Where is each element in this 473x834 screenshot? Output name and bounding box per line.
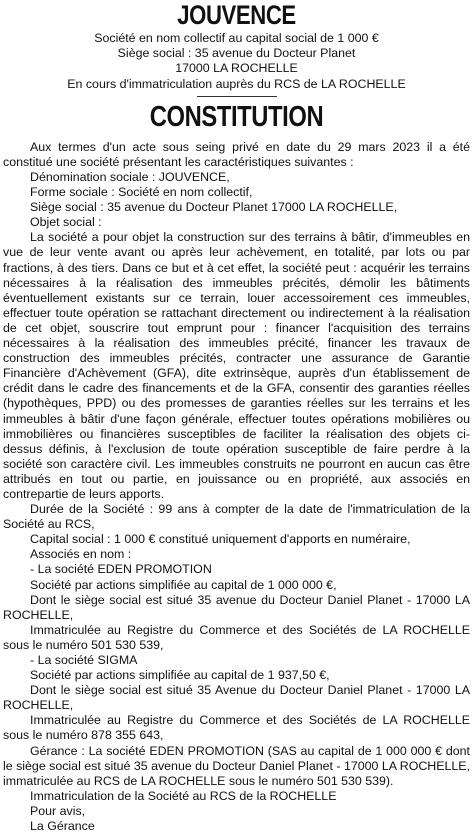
paragraph-objet: La société a pour objet la construction sur des terrains à bâtir, d'immeubles en vue de leur vente avant ou après leur achèvement, en totalité, par lots ou par fractions, à des tiers. Dans ce but et à cet effet, la société peut : acquérir les terrains nécessaires à la réalisation des immeubles précités, démolir les bâtiments éventuellement existants sur ce terrain, louer accessoirement ces immeubles, effectuer toute opération se rattachant directement ou indirectement à la réalisation de cet objet, souscrire tout emprunt pour : financer l'acquisition des terrains nécessaires à la réalisation des immeubles précité, financer les travaux de construction des immeubles précités, contracter une assurance de Garantie Financière d'Achèvement (GFA), dite extrinsèque, auprès d'un établissement de crédit dans le cadre des financements et de la GFA, consentir des garanties réelles (hypothèques, PPD) ou des promesses de garanties réelles sur les terrains et les immeubles à bâtir d'une façon générale, effectuer toutes opérations mobilières ou immobilières ou financières susceptibles de faciliter la réalisation des objets ci-dessus définis, à l'exclusion de toute opération susceptible de faire perdre à la société son caractère civil. Les immeubles construits ne pourront en aucun cas être attribués en tout ou partie, en jouissance ou en propriété, aux associés en contrepartie de leurs apports. xyxy=(3,230,470,501)
header-line-city: 17000 LA ROCHELLE xyxy=(175,61,298,76)
paragraph-pour-avis: Pour avis, xyxy=(30,803,86,818)
paragraph-gerance: Gérance : La société EDEN PROMOTION (SAS au capital de 1 000 000 € dont le siège social est situé 35 avenue du Docteur Daniel Planet - 17000 LA ROCHELLE, immatriculée au RCS de LA ROCHELLE sous le numéro 501 530 539). xyxy=(3,743,470,788)
paragraph-forme: Forme sociale : Société en nom collectif, xyxy=(30,185,253,200)
section-title: CONSTITUTION xyxy=(149,100,324,133)
paragraph-intro: Aux termes d'un acte sous seing privé en date du 29 mars 2023 il a été constitué une société présentant les caractéristiques suivantes : xyxy=(3,139,470,169)
header-line-registration: En cours d'immatriculation auprès du RCS de LA ROCHELLE xyxy=(67,76,406,91)
divider xyxy=(197,96,277,97)
paragraph-associe-2-siege: Dont le siège social est situé 35 Avenue du Docteur Daniel Planet - 17000 LA ROCHELLE, xyxy=(3,683,470,713)
notice-body xyxy=(3,140,470,834)
paragraph-associe-1-rcs: Immatriculée au Registre du Commerce et des Sociétés de LA ROCHELLE sous le numéro 501 530 539, xyxy=(3,622,470,652)
paragraph-siege: Siège social : 35 avenue du Docteur Planet 17000 LA ROCHELLE, xyxy=(30,200,398,215)
paragraph-associe-2-name: - La société SIGMA xyxy=(30,653,138,667)
paragraph-associe-1-form: Société par actions simplifiée au capital de 1 000 000 €, xyxy=(30,577,337,592)
header-line-address: Siège social : 35 avenue du Docteur Planet xyxy=(117,46,356,61)
header-line-capital: Société en nom collectif au capital social de 1 000 € xyxy=(94,31,379,45)
paragraph-associes: Associés en nom : xyxy=(30,547,132,562)
paragraph-associe-1-name: - La société EDEN PROMOTION xyxy=(30,562,212,577)
paragraph-associe-2-rcs: Immatriculée au Registre du Commerce et des Sociétés de LA ROCHELLE sous le numéro 878 355 643, xyxy=(3,713,470,743)
paragraph-signature: La Gérance xyxy=(30,819,95,834)
paragraph-denomination: Dénomination sociale : JOUVENCE, xyxy=(30,170,230,184)
paragraph-associe-2-form: Société par actions simplifiée au capital de 1 937,50 €, xyxy=(30,668,330,683)
paragraph-associe-1-siege: Dont le siège social est situé 35 avenue du Docteur Daniel Planet - 17000 LA ROCHELLE, xyxy=(3,592,470,622)
company-header xyxy=(3,31,470,92)
paragraph-objet-label: Objet social : xyxy=(30,215,102,230)
company-title: JOUVENCE xyxy=(177,0,296,30)
paragraph-immatriculation: Immatriculation de la Société au RCS de la ROCHELLE xyxy=(30,788,337,803)
paragraph-duree: Durée de la Société : 99 ans à compter de la date de l'immatriculation de la Société au RCS, xyxy=(3,502,470,532)
paragraph-capital: Capital social : 1 000 € constitué uniquement d'apports en numéraire, xyxy=(30,532,411,547)
